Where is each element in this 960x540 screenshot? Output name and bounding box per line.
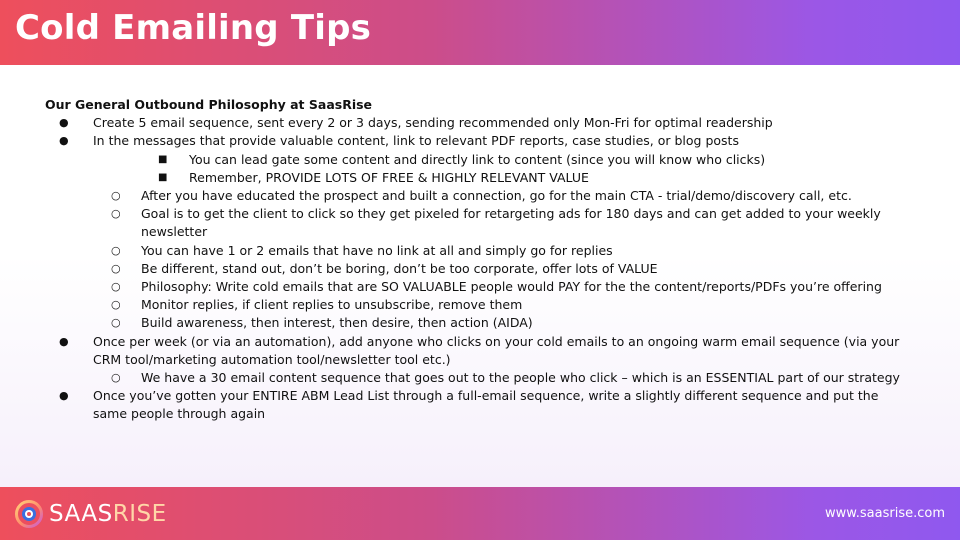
list-item-text: We have a 30 email content sequence that goes out to the people who click – which is an ESSENTIAL part of our strategy bbox=[141, 370, 900, 386]
list-item-text: Monitor replies, if client replies to unsubscribe, remove them bbox=[141, 297, 523, 313]
list-item-text: In the messages that provide valuable content, link to relevant PDF reports, case studies, or blog posts bbox=[93, 133, 739, 149]
hollow-circle-bullet-icon: ○ bbox=[111, 243, 121, 257]
saasrise-logo[interactable] bbox=[15, 499, 167, 529]
list-item bbox=[45, 314, 915, 332]
saasrise-logo-icon bbox=[15, 500, 43, 528]
slide-content bbox=[45, 96, 915, 424]
list-item-text: Build awareness, then interest, then desire, then action (AIDA) bbox=[141, 315, 533, 331]
list-item bbox=[45, 278, 915, 296]
list-item bbox=[45, 151, 915, 169]
filled-square-bullet-icon: ■ bbox=[158, 171, 168, 183]
filled-circle-bullet-icon: ● bbox=[59, 334, 69, 348]
hollow-circle-bullet-icon: ○ bbox=[111, 207, 121, 221]
filled-square-bullet-icon: ■ bbox=[158, 153, 168, 165]
hollow-circle-bullet-icon: ○ bbox=[111, 280, 121, 294]
hollow-circle-bullet-icon: ○ bbox=[111, 189, 121, 203]
list-item bbox=[45, 242, 915, 260]
list-item bbox=[45, 260, 915, 278]
filled-circle-bullet-icon: ● bbox=[59, 116, 69, 130]
logo-wordmark-saas: SAAS bbox=[49, 501, 113, 527]
list-item bbox=[45, 169, 915, 187]
filled-circle-bullet-icon: ● bbox=[59, 389, 69, 403]
list-item-text: You can have 1 or 2 emails that have no link at all and simply go for replies bbox=[141, 242, 613, 258]
list-item bbox=[45, 187, 915, 205]
hollow-circle-bullet-icon: ○ bbox=[111, 316, 121, 330]
list-item-text: Remember, PROVIDE LOTS OF FREE & HIGHLY RELEVANT VALUE bbox=[189, 169, 589, 185]
footer-bar bbox=[0, 487, 960, 540]
list-item-text: Be different, stand out, don’t be boring, don’t be too corporate, offer lots of VALUE bbox=[141, 260, 658, 276]
list-item bbox=[45, 132, 915, 150]
list-item bbox=[45, 205, 915, 241]
hollow-circle-bullet-icon: ○ bbox=[111, 298, 121, 312]
website-link[interactable]: www.saasrise.com bbox=[825, 506, 945, 521]
list-item-text: After you have educated the prospect and built a connection, go for the main CTA - trial/demo/discovery call, etc. bbox=[141, 188, 852, 204]
list-item bbox=[45, 387, 915, 423]
list-item-text: Goal is to get the client to click so they get pixeled for retargeting ads for 180 days and can get added to your weekly newsletter bbox=[141, 206, 881, 240]
list-item bbox=[45, 369, 915, 387]
list-item-text: Once you’ve gotten your ENTIRE ABM Lead List through a full-email sequence, write a slightly different sequence and put the same people through again bbox=[93, 388, 879, 422]
list-item-text: Philosophy: Write cold emails that are SO VALUABLE people would PAY for the the content/reports/PDFs you’re offering bbox=[141, 279, 882, 295]
header-bar bbox=[0, 0, 960, 65]
list-item-text: You can lead gate some content and directly link to content (since you will know who clicks) bbox=[189, 151, 766, 167]
hollow-circle-bullet-icon: ○ bbox=[111, 261, 121, 275]
list-item bbox=[45, 296, 915, 314]
filled-circle-bullet-icon: ● bbox=[59, 134, 69, 148]
logo-wordmark-rise: RISE bbox=[112, 501, 167, 527]
logo-wordmark bbox=[49, 501, 167, 527]
section-heading: Our General Outbound Philosophy at SaasRise bbox=[45, 97, 373, 112]
page-title: Cold Emailing Tips bbox=[15, 8, 372, 48]
hollow-circle-bullet-icon: ○ bbox=[111, 371, 121, 385]
list-item bbox=[45, 333, 915, 369]
list-item-text: Once per week (or via an automation), add anyone who clicks on your cold emails to an ongoing warm email sequence (via your CRM tool/marketing automation tool/newsletter tool etc.) bbox=[93, 333, 900, 367]
list-item bbox=[45, 114, 915, 132]
list-item-text: Create 5 email sequence, sent every 2 or 3 days, sending recommended only Mon-Fri for optimal readership bbox=[93, 115, 773, 131]
